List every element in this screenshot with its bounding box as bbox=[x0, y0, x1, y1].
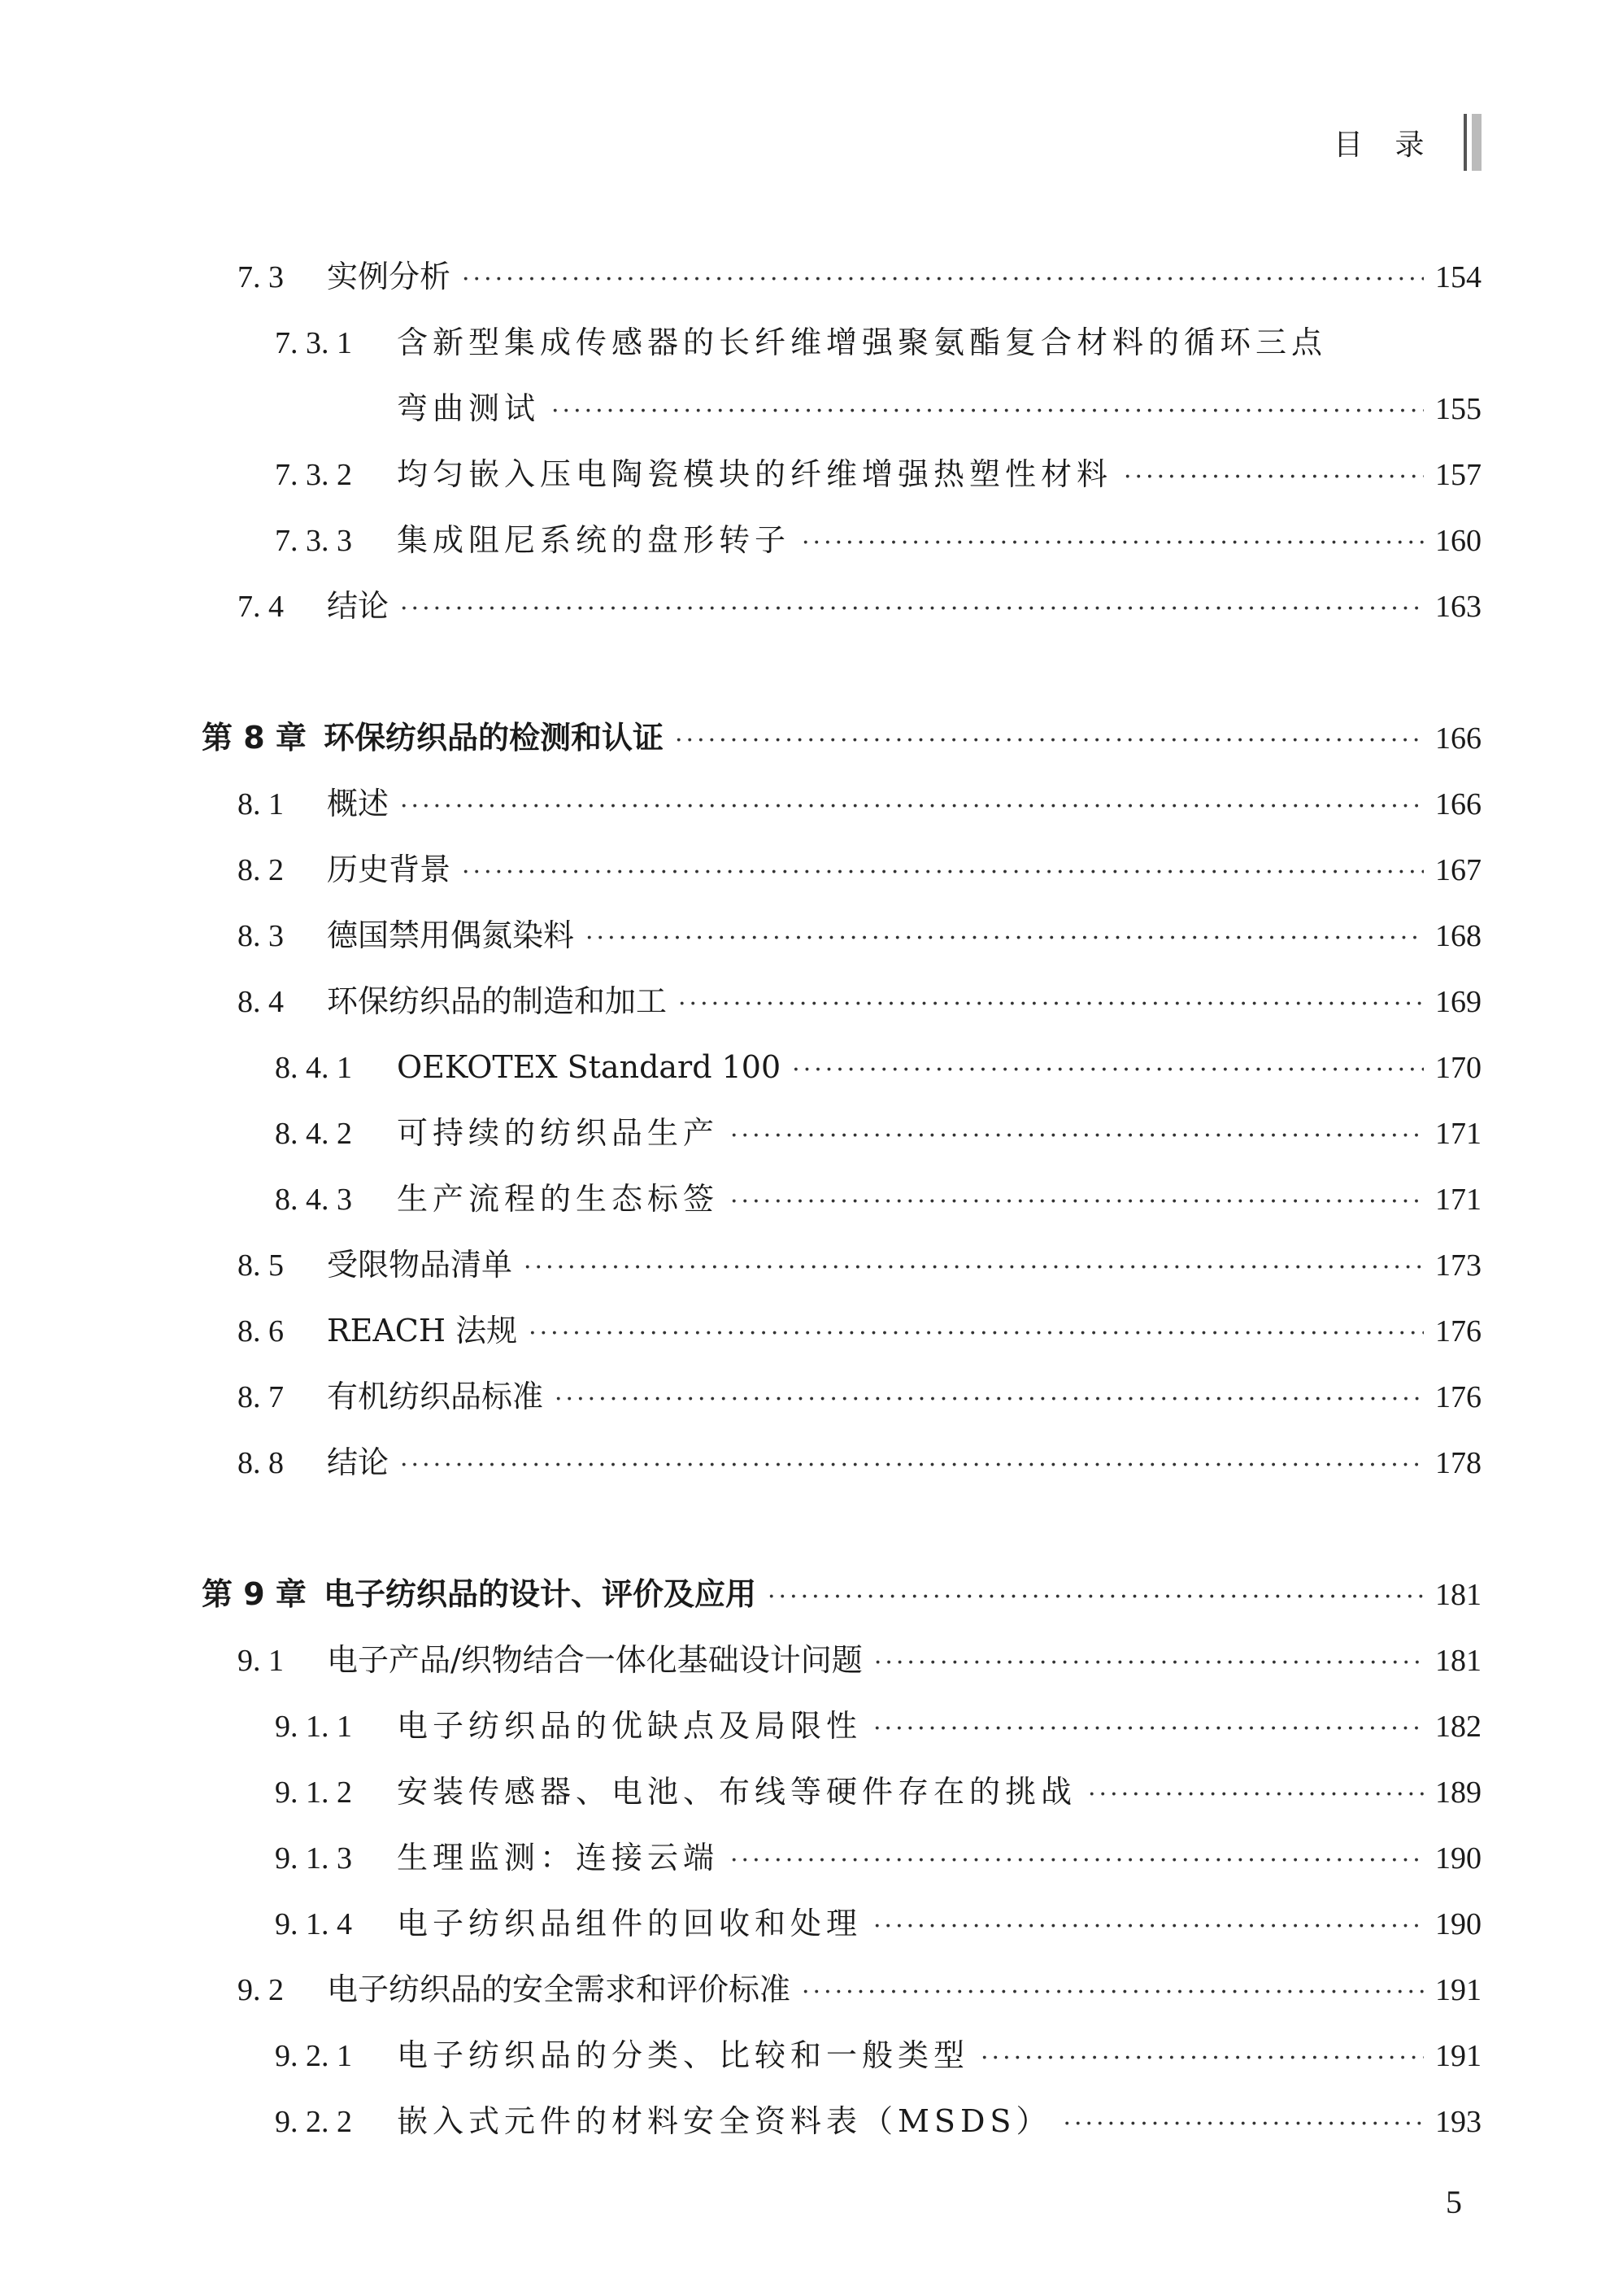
toc-entry-page: 178 bbox=[1435, 1446, 1482, 1480]
toc-entry-page: 170 bbox=[1435, 1051, 1482, 1085]
toc-entry-number: 7. 3. 3 bbox=[275, 524, 352, 558]
toc-entry-title: REACH 法规 bbox=[327, 1313, 518, 1348]
toc-entry-title: 历史背景 bbox=[327, 852, 451, 887]
toc-entry-title: 受限物品清单 bbox=[327, 1247, 513, 1283]
toc-entry[interactable] bbox=[237, 845, 1482, 894]
chapter-number: 第 8 章 bbox=[202, 720, 307, 756]
toc-leader-dots bbox=[678, 980, 1424, 1029]
toc-leader-dots bbox=[462, 255, 1424, 304]
toc-entry-number: 9. 1. 4 bbox=[275, 1907, 352, 1941]
toc-entry-number: 8. 3 bbox=[237, 919, 284, 953]
toc-entry-number: 9. 2 bbox=[237, 1973, 284, 2007]
toc-entry[interactable] bbox=[275, 1767, 1482, 1816]
toc-leader-dots bbox=[400, 1441, 1424, 1490]
toc-entry[interactable] bbox=[275, 1043, 1482, 1091]
toc-leader-dots bbox=[802, 1968, 1424, 2017]
toc-entry[interactable] bbox=[237, 911, 1482, 960]
toc-entry-title: 可持续的纺织品生产 bbox=[397, 1115, 720, 1151]
toc-entry[interactable] bbox=[275, 1701, 1482, 1750]
toc-entry[interactable] bbox=[275, 1899, 1482, 1948]
toc-entry-page: 167 bbox=[1435, 853, 1482, 887]
toc-entry-number: 8. 1 bbox=[237, 787, 284, 821]
toc-leader-dots bbox=[400, 585, 1424, 634]
toc-entry-page: 193 bbox=[1435, 2105, 1482, 2139]
toc-entry[interactable] bbox=[237, 1965, 1482, 2014]
toc-entry-title: 电子纺织品的安全需求和评价标准 bbox=[327, 1971, 791, 2007]
toc-leader-dots bbox=[730, 1178, 1424, 1226]
toc-entry[interactable] bbox=[275, 2097, 1482, 2146]
chapter-title: 环保纺织品的检测和认证 bbox=[324, 720, 664, 756]
toc-entry-page: 155 bbox=[1435, 392, 1482, 426]
toc-entry-title: 概述 bbox=[327, 786, 389, 821]
toc-leader-dots bbox=[873, 1705, 1424, 1754]
toc-leader-dots bbox=[873, 1902, 1424, 1951]
toc-entry-page: 181 bbox=[1435, 1578, 1482, 1612]
toc-entry-title: 生理监测：连接云端 bbox=[397, 1840, 720, 1876]
toc-entry-number: 9. 2. 1 bbox=[275, 2039, 352, 2073]
toc-leader-dots bbox=[981, 2034, 1424, 2083]
toc-leader-dots bbox=[462, 848, 1424, 897]
toc-entry-title: OEKOTEX Standard 100 bbox=[397, 1049, 781, 1085]
toc-entry[interactable] bbox=[237, 1438, 1482, 1487]
toc-entry-title: 电子纺织品的分类、比较和一般类型 bbox=[397, 2037, 970, 2073]
toc-leader-dots bbox=[524, 1244, 1424, 1292]
toc-chapter-9[interactable] bbox=[202, 1570, 1482, 1619]
toc-entry[interactable] bbox=[237, 582, 1482, 630]
chapter-title: 电子纺织品的设计、评价及应用 bbox=[324, 1576, 757, 1612]
toc-entry-page: 171 bbox=[1435, 1183, 1482, 1217]
toc-entry-page: 166 bbox=[1435, 787, 1482, 821]
toc-entry-page: 157 bbox=[1435, 458, 1482, 492]
toc-leader-dots bbox=[551, 387, 1424, 436]
toc-entry-title: 集成阻尼系统的盘形转子 bbox=[397, 522, 791, 558]
toc-entry-number: 9. 1. 3 bbox=[275, 1841, 352, 1876]
toc-entry[interactable] bbox=[275, 318, 1327, 367]
toc-entry-page: 176 bbox=[1435, 1314, 1482, 1348]
toc-entry-title: 均匀嵌入压电陶瓷模块的纤维增强热塑性材料 bbox=[397, 456, 1113, 492]
toc-entry[interactable] bbox=[237, 1306, 1482, 1355]
toc-entry[interactable] bbox=[275, 450, 1482, 499]
toc-entry-number: 9. 1 bbox=[237, 1644, 284, 1678]
toc-entry-number: 7. 3. 2 bbox=[275, 458, 352, 492]
toc-entry-title: 结论 bbox=[327, 1444, 389, 1480]
toc-entry-number: 8. 4. 1 bbox=[275, 1051, 352, 1085]
toc-leader-dots bbox=[585, 914, 1424, 963]
toc-leader-dots bbox=[730, 1836, 1424, 1885]
toc-entry-continuation[interactable] bbox=[397, 384, 1482, 433]
toc-entry-number: 8. 7 bbox=[237, 1380, 284, 1414]
toc-entry-page: 154 bbox=[1435, 260, 1482, 294]
toc-entry[interactable] bbox=[275, 1833, 1482, 1882]
toc-entry[interactable] bbox=[275, 2031, 1482, 2080]
toc-leader-dots bbox=[1063, 2100, 1424, 2149]
toc-entry-page: 190 bbox=[1435, 1907, 1482, 1941]
toc-entry-title: 有机纺织品标准 bbox=[327, 1379, 544, 1414]
toc-entry-title: 安装传感器、电池、布线等硬件存在的挑战 bbox=[397, 1774, 1077, 1810]
toc-entry-page: 182 bbox=[1435, 1710, 1482, 1744]
toc-entry-number: 8. 2 bbox=[237, 853, 284, 887]
toc-entry-number: 8. 5 bbox=[237, 1248, 284, 1283]
toc-entry[interactable] bbox=[237, 779, 1482, 828]
toc-leader-dots bbox=[675, 717, 1424, 765]
toc-entry-title: 弯曲测试 bbox=[397, 390, 541, 426]
toc-entry-title: 实例分析 bbox=[327, 259, 451, 294]
toc-entry-number: 9. 1. 2 bbox=[275, 1775, 352, 1810]
toc-entry-number: 8. 6 bbox=[237, 1314, 284, 1348]
toc-entry-page: 171 bbox=[1435, 1117, 1482, 1151]
toc-leader-dots bbox=[730, 1112, 1424, 1161]
toc-entry-page: 176 bbox=[1435, 1380, 1482, 1414]
toc-entry-page: 173 bbox=[1435, 1248, 1482, 1283]
toc-entry[interactable] bbox=[275, 1109, 1482, 1157]
toc-entry-title: 结论 bbox=[327, 588, 389, 624]
toc-entry[interactable] bbox=[237, 1372, 1482, 1421]
toc-entry-number: 8. 4. 2 bbox=[275, 1117, 352, 1151]
toc-leader-dots bbox=[1088, 1771, 1424, 1819]
toc-entry-page: 191 bbox=[1435, 1973, 1482, 2007]
page-number: 5 bbox=[1446, 2184, 1462, 2220]
toc-entry[interactable] bbox=[275, 516, 1482, 564]
toc-entry[interactable] bbox=[237, 1636, 1482, 1684]
toc-entry-number: 9. 1. 1 bbox=[275, 1710, 352, 1744]
toc-chapter-8[interactable] bbox=[202, 713, 1482, 762]
toc-entry-title: 嵌入式元件的材料安全资料表（MSDS） bbox=[397, 2103, 1052, 2139]
toc-entry-number: 7. 4 bbox=[237, 590, 284, 624]
toc-entry-page: 169 bbox=[1435, 985, 1482, 1019]
toc-entry-number: 7. 3 bbox=[237, 260, 284, 294]
toc-entry-title: 电子纺织品组件的回收和处理 bbox=[397, 1906, 863, 1941]
toc-leader-dots bbox=[529, 1309, 1424, 1358]
toc-entry-title: 环保纺织品的制造和加工 bbox=[327, 983, 668, 1019]
toc-entry-page: 168 bbox=[1435, 919, 1482, 953]
toc-entry-page: 160 bbox=[1435, 524, 1482, 558]
toc-entry-page: 190 bbox=[1435, 1841, 1482, 1876]
toc-leader-dots bbox=[768, 1573, 1424, 1622]
toc-entry-page: 166 bbox=[1435, 721, 1482, 756]
running-header: 目 录 bbox=[1334, 129, 1436, 162]
toc-entry-page: 163 bbox=[1435, 590, 1482, 624]
toc-entry-title: 电子产品/织物结合一体化基础设计问题 bbox=[327, 1642, 863, 1678]
toc-entry-number: 8. 4 bbox=[237, 985, 284, 1019]
toc-entry-number: 9. 2. 2 bbox=[275, 2105, 352, 2139]
toc-entry-number: 8. 4. 3 bbox=[275, 1183, 352, 1217]
toc-entry-number: 7. 3. 1 bbox=[275, 326, 352, 360]
toc-leader-dots bbox=[792, 1046, 1424, 1095]
toc-leader-dots bbox=[555, 1375, 1424, 1424]
toc-entry-page: 189 bbox=[1435, 1775, 1482, 1810]
toc-entry[interactable] bbox=[237, 252, 1482, 301]
toc-leader-dots bbox=[400, 782, 1424, 831]
toc-entry-title: 生产流程的生态标签 bbox=[397, 1181, 720, 1217]
toc-entry[interactable] bbox=[275, 1174, 1482, 1223]
toc-entry-title: 电子纺织品的优缺点及局限性 bbox=[397, 1708, 863, 1744]
toc-entry-title: 含新型集成传感器的长纤维增强聚氨酯复合材料的循环三点 bbox=[397, 325, 1328, 360]
toc-entry-page: 181 bbox=[1435, 1644, 1482, 1678]
toc-leader-dots bbox=[802, 519, 1424, 568]
toc-entry-title: 德国禁用偶氮染料 bbox=[327, 917, 575, 953]
toc-entry-page: 191 bbox=[1435, 2039, 1482, 2073]
toc-entry[interactable] bbox=[237, 1240, 1482, 1289]
chapter-number: 第 9 章 bbox=[202, 1576, 307, 1612]
toc-entry-number: 8. 8 bbox=[237, 1446, 284, 1480]
toc-leader-dots bbox=[874, 1639, 1424, 1688]
toc-entry[interactable] bbox=[237, 977, 1482, 1026]
toc-leader-dots bbox=[1124, 453, 1424, 502]
